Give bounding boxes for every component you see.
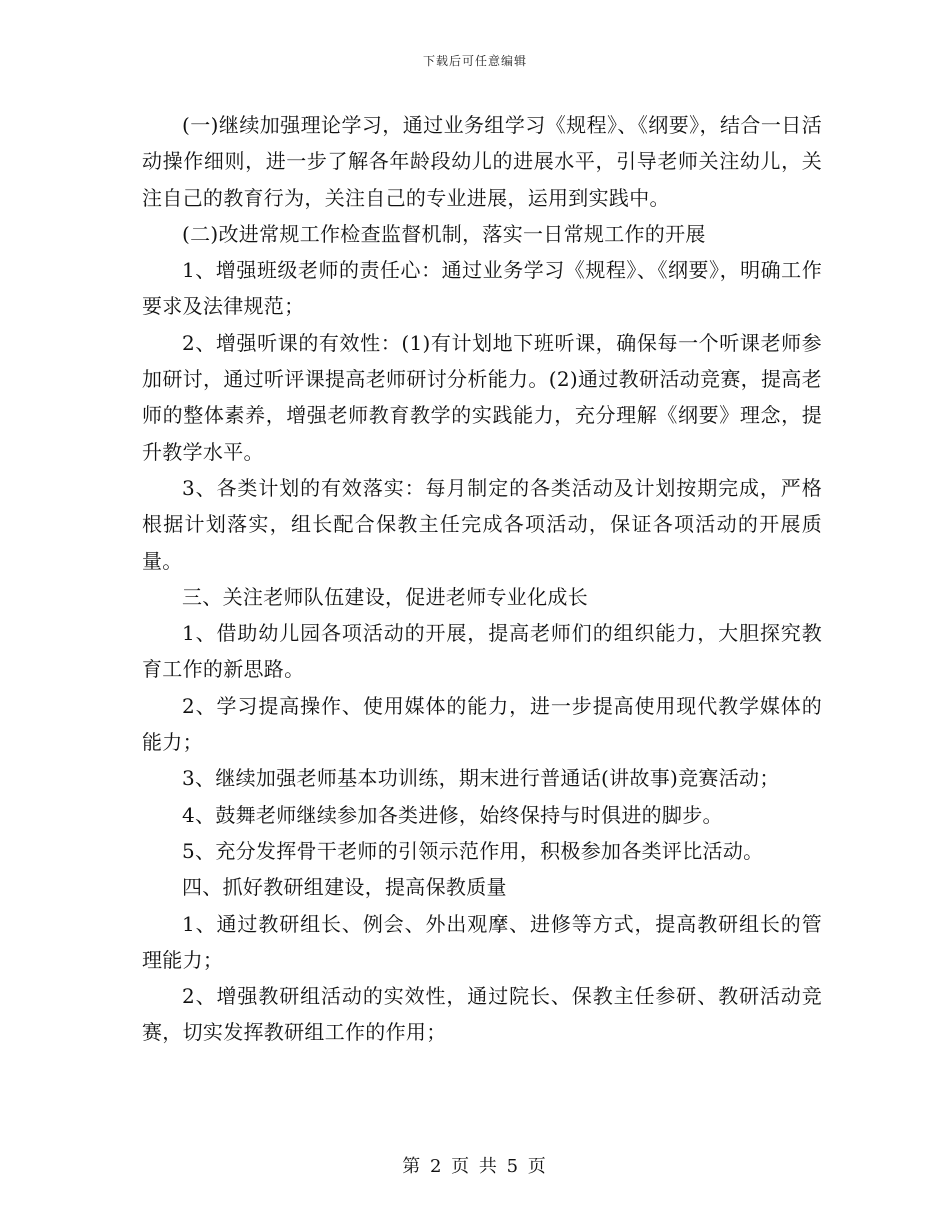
page-footer: 第 2 页 共 5 页 <box>402 1156 548 1177</box>
paragraph-routine-supervision: (二)改进常规工作检查监督机制，落实一日常规工作的开展 <box>182 221 706 246</box>
paragraph-media-ability: 2、学习提高操作、使用媒体的能力，进一步提高使用现代教学媒体的能力； <box>142 693 822 755</box>
paragraph-organizing-ability: 1、借助幼儿园各项活动的开展，提高老师们的组织能力，大胆探究教育工作的新思路。 <box>142 621 822 682</box>
paragraph-theory-study: (一)继续加强理论学习，通过业务组学习《规程》、《纲要》，结合一日活动操作细则，进一步了解各年龄段幼儿的进展水平，引导老师关注幼儿，关注自己的教育行为，关注自己的专业进展，运用到实践中。 <box>142 113 822 210</box>
paragraph-basic-skills: 3、继续加强老师基本功训练，期末进行普通话(讲故事)竞赛活动； <box>182 766 780 791</box>
paragraph-plan-implementation: 3、各类计划的有效落实：每月制定的各类活动及计划按期完成，严格根据计划落实，组长配合保教主任完成各项活动，保证各项活动的开展质量。 <box>142 475 822 573</box>
paragraph-group-leader-management: 1、通过教研组长、例会、外出观摩、进修等方式，提高教研组长的管理能力； <box>142 911 822 972</box>
document-body <box>142 107 822 1051</box>
paragraph-lesson-observation: 2、增强听课的有效性：(1)有计划地下班听课，确保每一个听课老师参加研讨，通过听评课提高老师研讨分析能力。(2)通过教研活动竞赛，提高老师的整体素养，增强老师教育教学的实践能力，充分理解《纲要》理念，提升教学水平。 <box>142 330 822 464</box>
paragraph-continuing-education: 4、鼓舞老师继续参加各类进修，始终保持与时俱进的脚步。 <box>182 802 723 827</box>
paragraph-teacher-responsibility: 1、增强班级老师的责任心：通过业务学习《规程》、《纲要》，明确工作要求及法律规范； <box>142 258 822 319</box>
section-heading-research-groups: 四、抓好教研组建设，提高保教质量 <box>182 875 507 900</box>
section-heading-team-building: 三、关注老师队伍建设，促进老师专业化成长 <box>182 584 588 609</box>
page-header: 下载后可任意编辑 <box>422 54 527 68</box>
paragraph-group-effectiveness: 2、增强教研组活动的实效性，通过院长、保教主任参研、教研活动竞赛，切实发挥教研组工作的作用； <box>142 984 822 1045</box>
paragraph-backbone-teachers: 5、充分发挥骨干老师的引领示范作用，积极参加各类评比活动。 <box>182 838 764 863</box>
